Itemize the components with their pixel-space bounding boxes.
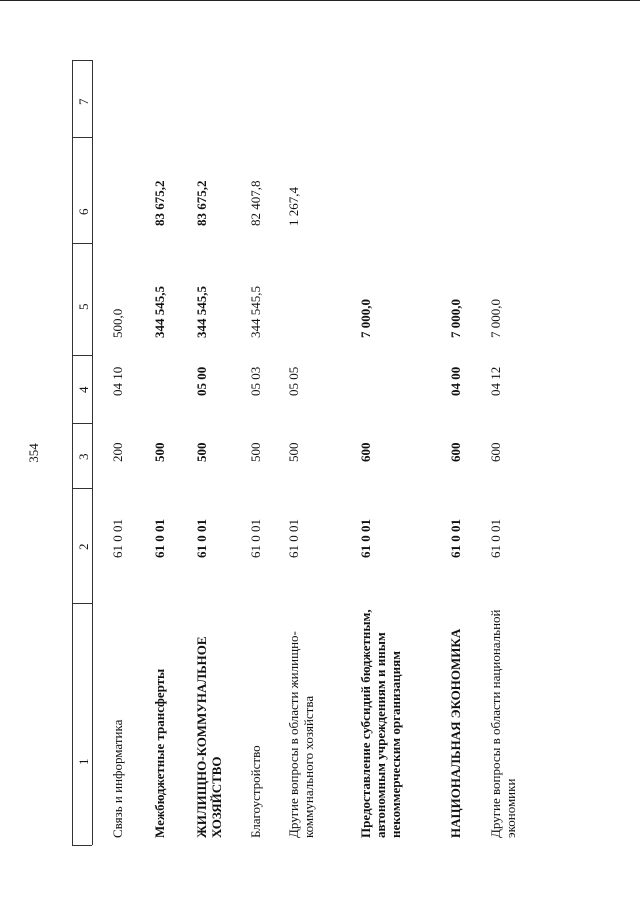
column-divider <box>72 603 92 604</box>
table-cell: 344 545,5 <box>194 286 209 338</box>
column-divider <box>72 488 92 489</box>
table-cell: Предоставление субсидий бюджетным, автономным учреждениям и иным некоммерческим организациям <box>358 609 403 838</box>
table-cell: 600 <box>358 442 373 462</box>
table-cell: 82 407,8 <box>248 180 263 226</box>
table-cell: 600 <box>488 442 503 462</box>
table-cell: Связь и информатика <box>110 719 125 838</box>
table-cell: 05 00 <box>194 366 209 396</box>
column-header-3: 3 <box>76 453 91 460</box>
column-header-6: 6 <box>76 208 91 215</box>
table-cell: 04 10 <box>110 366 125 396</box>
table-cell: 83 675,2 <box>152 180 167 226</box>
column-divider <box>72 137 92 138</box>
table-cell: 83 675,2 <box>194 180 209 226</box>
table-cell: Благоустройство <box>248 745 263 838</box>
table-cell: Межбюджетные трансферты <box>152 668 167 838</box>
table-cell: 500 <box>248 442 263 462</box>
table-cell: 7 000,0 <box>448 299 463 338</box>
table-cell: 61 0 01 <box>448 519 463 558</box>
header-border <box>92 60 93 845</box>
table-cell: 7 000,0 <box>488 299 503 338</box>
table-cell: 04 00 <box>448 366 463 396</box>
table-cell: НАЦИОНАЛЬНАЯ ЭКОНОМИКА <box>448 628 463 838</box>
table-cell: 61 0 01 <box>152 519 167 558</box>
table-cell: 05 03 <box>248 366 263 396</box>
column-header-1: 1 <box>76 758 91 765</box>
table-cell: Другие вопросы в области национальной экономики <box>488 609 518 838</box>
table-cell: 61 0 01 <box>286 519 301 558</box>
table-cell: 344 545,5 <box>248 286 263 338</box>
table-cell: 61 0 01 <box>358 519 373 558</box>
table-cell: 61 0 01 <box>194 519 209 558</box>
table-cell: ЖИЛИЩНО-КОММУНАЛЬНОЕ ХОЗЯЙСТВО <box>194 636 224 838</box>
page-top-rule <box>0 0 640 1</box>
table-cell: 500,0 <box>110 308 125 338</box>
table-cell: 500 <box>194 442 209 462</box>
table-cell: 61 0 01 <box>110 519 125 558</box>
table-cell: 04 12 <box>488 366 503 396</box>
table-cell: 61 0 01 <box>488 519 503 558</box>
column-divider <box>72 845 92 846</box>
table-cell: 600 <box>448 442 463 462</box>
table-cell: 344 545,5 <box>152 286 167 338</box>
column-header-7: 7 <box>76 98 91 105</box>
header-border <box>72 60 73 845</box>
table-cell: 500 <box>286 442 301 462</box>
table-cell: 1 267,4 <box>286 187 301 226</box>
column-header-2: 2 <box>76 543 91 550</box>
table-cell: 61 0 01 <box>248 519 263 558</box>
page-number: 354 <box>26 443 41 463</box>
table-cell: Другие вопросы в области жилищно-коммунального хозяйства <box>286 631 316 838</box>
table-cell: 05 05 <box>286 366 301 396</box>
column-divider <box>72 60 92 61</box>
column-header-5: 5 <box>76 303 91 310</box>
table-cell: 200 <box>110 442 125 462</box>
column-header-4: 4 <box>76 386 91 393</box>
table-cell: 7 000,0 <box>358 299 373 338</box>
column-divider <box>72 243 92 244</box>
column-divider <box>72 355 92 356</box>
table-cell: 500 <box>152 442 167 462</box>
column-divider <box>72 423 92 424</box>
